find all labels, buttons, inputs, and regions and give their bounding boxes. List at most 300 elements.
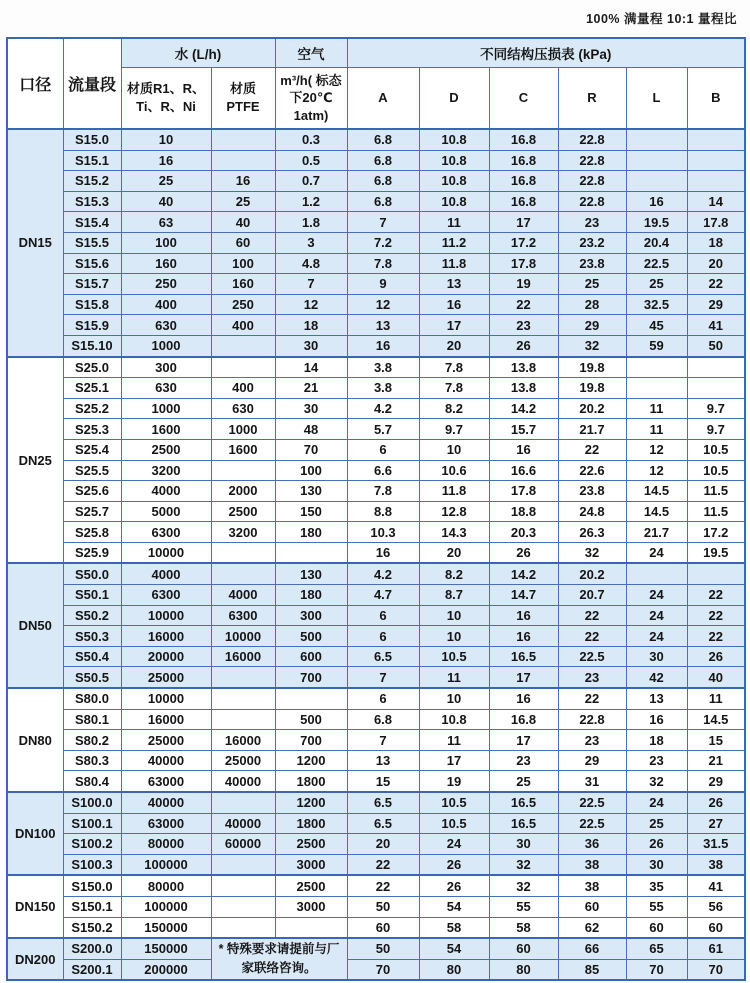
air-cell: 3000 <box>275 896 347 917</box>
diameter-cell-dn15: DN15 <box>7 129 63 357</box>
loss-c-cell: 17 <box>489 730 558 751</box>
flow-seg-cell: S25.2 <box>63 398 121 419</box>
loss-c-cell: 32 <box>489 854 558 875</box>
header-structure-b: B <box>687 68 745 130</box>
loss-c-cell: 16.8 <box>489 191 558 212</box>
loss-a-cell: 6 <box>347 605 419 626</box>
table-row <box>7 212 745 233</box>
water-material2-cell: 2500 <box>211 501 275 522</box>
flow-seg-cell: S25.1 <box>63 378 121 399</box>
loss-r-cell: 22.8 <box>558 191 626 212</box>
loss-b-cell <box>687 150 745 171</box>
flow-seg-cell: S80.2 <box>63 730 121 751</box>
water-material2-cell: 250 <box>211 294 275 315</box>
water-material2-cell <box>211 667 275 688</box>
table-row <box>7 813 745 834</box>
water-material1-cell: 1000 <box>121 398 211 419</box>
loss-d-cell: 11.8 <box>419 253 489 274</box>
loss-d-cell: 10.5 <box>419 646 489 667</box>
spec-table-body <box>7 129 745 980</box>
loss-d-cell: 8.2 <box>419 563 489 584</box>
loss-c-cell: 60 <box>489 938 558 959</box>
water-material2-cell: 25000 <box>211 750 275 771</box>
loss-d-cell: 11 <box>419 730 489 751</box>
table-row <box>7 959 745 980</box>
loss-l-cell <box>626 563 687 584</box>
loss-b-cell: 17.8 <box>687 212 745 233</box>
flow-seg-cell: S15.10 <box>63 335 121 356</box>
loss-r-cell: 62 <box>558 917 626 938</box>
table-row <box>7 315 745 336</box>
loss-r-cell: 24.8 <box>558 501 626 522</box>
loss-a-cell: 4.7 <box>347 585 419 606</box>
air-cell: 1.8 <box>275 212 347 233</box>
loss-r-cell: 23 <box>558 667 626 688</box>
loss-b-cell: 14 <box>687 191 745 212</box>
water-material1-cell: 200000 <box>121 959 211 980</box>
water-material2-cell: 40 <box>211 212 275 233</box>
flow-seg-cell: S25.5 <box>63 460 121 481</box>
flow-seg-cell: S50.4 <box>63 646 121 667</box>
water-material2-cell: 3200 <box>211 522 275 543</box>
air-cell: 600 <box>275 646 347 667</box>
loss-a-cell: 7.8 <box>347 481 419 502</box>
loss-d-cell: 10.8 <box>419 191 489 212</box>
air-cell: 12 <box>275 294 347 315</box>
water-material1-cell: 400 <box>121 294 211 315</box>
water-material1-cell: 160 <box>121 253 211 274</box>
water-material2-cell: 2000 <box>211 481 275 502</box>
water-material2-cell <box>211 792 275 813</box>
water-material2-cell: 160 <box>211 274 275 295</box>
loss-d-cell: 17 <box>419 315 489 336</box>
loss-r-cell: 23.8 <box>558 481 626 502</box>
loss-b-cell <box>687 171 745 192</box>
table-row <box>7 150 745 171</box>
loss-d-cell: 80 <box>419 959 489 980</box>
loss-d-cell: 7.8 <box>419 357 489 378</box>
loss-a-cell: 6.5 <box>347 646 419 667</box>
table-row <box>7 667 745 688</box>
loss-a-cell: 16 <box>347 542 419 563</box>
air-cell: 300 <box>275 605 347 626</box>
loss-l-cell: 59 <box>626 335 687 356</box>
flow-seg-cell: S200.1 <box>63 959 121 980</box>
flow-seg-cell: S15.1 <box>63 150 121 171</box>
loss-l-cell: 18 <box>626 730 687 751</box>
flow-seg-cell: S25.9 <box>63 542 121 563</box>
loss-l-cell: 30 <box>626 854 687 875</box>
air-cell: 2500 <box>275 834 347 855</box>
loss-a-cell: 4.2 <box>347 563 419 584</box>
loss-d-cell: 14.3 <box>419 522 489 543</box>
loss-a-cell: 6.8 <box>347 129 419 150</box>
loss-b-cell: 22 <box>687 585 745 606</box>
loss-c-cell: 16.5 <box>489 646 558 667</box>
table-header <box>7 38 745 129</box>
table-row <box>7 232 745 253</box>
loss-c-cell: 16 <box>489 605 558 626</box>
loss-d-cell: 10.8 <box>419 709 489 730</box>
loss-d-cell: 20 <box>419 335 489 356</box>
water-material2-cell: 6300 <box>211 605 275 626</box>
loss-b-cell <box>687 129 745 150</box>
loss-c-cell: 26 <box>489 335 558 356</box>
loss-l-cell: 24 <box>626 542 687 563</box>
loss-l-cell: 60 <box>626 917 687 938</box>
flow-seg-cell: S15.8 <box>63 294 121 315</box>
loss-b-cell: 41 <box>687 875 745 896</box>
loss-l-cell: 11 <box>626 419 687 440</box>
water-material1-cell: 250 <box>121 274 211 295</box>
diameter-cell-dn25: DN25 <box>7 357 63 564</box>
loss-a-cell: 13 <box>347 750 419 771</box>
flow-seg-cell: S25.0 <box>63 357 121 378</box>
loss-b-cell: 31.5 <box>687 834 745 855</box>
table-row <box>7 542 745 563</box>
loss-r-cell: 23.8 <box>558 253 626 274</box>
table-row <box>7 378 745 399</box>
loss-d-cell: 58 <box>419 917 489 938</box>
loss-d-cell: 13 <box>419 274 489 295</box>
loss-b-cell: 22 <box>687 274 745 295</box>
loss-r-cell: 60 <box>558 896 626 917</box>
loss-d-cell: 10.8 <box>419 171 489 192</box>
loss-r-cell: 32 <box>558 542 626 563</box>
water-material1-cell: 25 <box>121 171 211 192</box>
table-row <box>7 854 745 875</box>
loss-d-cell: 10.5 <box>419 792 489 813</box>
loss-d-cell: 10.6 <box>419 460 489 481</box>
loss-l-cell <box>626 378 687 399</box>
loss-d-cell: 11 <box>419 667 489 688</box>
water-material1-cell: 20000 <box>121 646 211 667</box>
table-row <box>7 730 745 751</box>
water-material2-cell <box>211 129 275 150</box>
flow-seg-cell: S150.1 <box>63 896 121 917</box>
loss-r-cell: 85 <box>558 959 626 980</box>
loss-a-cell: 6.8 <box>347 150 419 171</box>
loss-r-cell: 22 <box>558 439 626 460</box>
table-row <box>7 917 745 938</box>
water-material2-cell: 60 <box>211 232 275 253</box>
water-material2-cell <box>211 150 275 171</box>
table-row <box>7 834 745 855</box>
water-material1-cell: 1000 <box>121 335 211 356</box>
table-row <box>7 585 745 606</box>
loss-a-cell: 22 <box>347 875 419 896</box>
water-material1-cell: 80000 <box>121 834 211 855</box>
loss-c-cell: 17.2 <box>489 232 558 253</box>
loss-a-cell: 6.8 <box>347 171 419 192</box>
loss-b-cell: 9.7 <box>687 398 745 419</box>
flow-seg-cell: S80.0 <box>63 688 121 709</box>
loss-r-cell: 22 <box>558 688 626 709</box>
loss-a-cell: 70 <box>347 959 419 980</box>
flow-seg-cell: S150.2 <box>63 917 121 938</box>
loss-c-cell: 16 <box>489 439 558 460</box>
loss-a-cell: 6.8 <box>347 191 419 212</box>
air-cell: 0.5 <box>275 150 347 171</box>
loss-d-cell: 10 <box>419 439 489 460</box>
header-structure-r: R <box>558 68 626 130</box>
flow-seg-cell: S25.8 <box>63 522 121 543</box>
loss-d-cell: 26 <box>419 875 489 896</box>
table-row <box>7 398 745 419</box>
water-material1-cell: 630 <box>121 378 211 399</box>
water-material1-cell: 16000 <box>121 709 211 730</box>
water-material1-cell: 2500 <box>121 439 211 460</box>
loss-c-cell: 16.8 <box>489 150 558 171</box>
loss-d-cell: 10 <box>419 605 489 626</box>
water-material2-cell: 100 <box>211 253 275 274</box>
water-material2-cell: 60000 <box>211 834 275 855</box>
water-material2-cell: 10000 <box>211 626 275 647</box>
loss-c-cell: 16.6 <box>489 460 558 481</box>
air-cell <box>275 542 347 563</box>
loss-l-cell: 16 <box>626 191 687 212</box>
loss-a-cell: 16 <box>347 335 419 356</box>
air-cell: 4.8 <box>275 253 347 274</box>
water-material2-cell <box>211 335 275 356</box>
loss-r-cell: 22.5 <box>558 646 626 667</box>
loss-l-cell: 22.5 <box>626 253 687 274</box>
loss-d-cell: 54 <box>419 938 489 959</box>
loss-c-cell: 23 <box>489 315 558 336</box>
loss-r-cell: 22.8 <box>558 709 626 730</box>
water-material1-cell: 63000 <box>121 813 211 834</box>
flow-seg-cell: S50.5 <box>63 667 121 688</box>
loss-d-cell: 10 <box>419 626 489 647</box>
loss-r-cell: 32 <box>558 335 626 356</box>
water-material1-cell: 16000 <box>121 626 211 647</box>
table-row <box>7 938 745 959</box>
diameter-cell-dn150: DN150 <box>7 875 63 938</box>
loss-r-cell: 66 <box>558 938 626 959</box>
water-material2-cell: 1000 <box>211 419 275 440</box>
loss-b-cell: 10.5 <box>687 439 745 460</box>
loss-l-cell: 24 <box>626 792 687 813</box>
table-row <box>7 522 745 543</box>
loss-l-cell: 12 <box>626 460 687 481</box>
loss-l-cell: 55 <box>626 896 687 917</box>
water-material1-cell: 40 <box>121 191 211 212</box>
loss-d-cell: 10.8 <box>419 129 489 150</box>
water-material2-cell <box>211 709 275 730</box>
flow-seg-cell: S15.3 <box>63 191 121 212</box>
air-cell: 180 <box>275 585 347 606</box>
loss-r-cell: 38 <box>558 875 626 896</box>
loss-a-cell: 6 <box>347 688 419 709</box>
water-material1-cell: 100000 <box>121 854 211 875</box>
water-material2-cell <box>211 357 275 378</box>
loss-a-cell: 50 <box>347 938 419 959</box>
loss-d-cell: 10.5 <box>419 813 489 834</box>
loss-c-cell: 32 <box>489 875 558 896</box>
air-cell <box>275 917 347 938</box>
flow-seg-cell: S100.3 <box>63 854 121 875</box>
spec-table <box>6 37 746 981</box>
loss-l-cell: 35 <box>626 875 687 896</box>
air-cell: 1200 <box>275 750 347 771</box>
range-note: 100% 满量程 10:1 量程比 <box>586 12 737 26</box>
loss-r-cell: 26.3 <box>558 522 626 543</box>
header-structure-l: L <box>626 68 687 130</box>
water-material2-cell <box>211 688 275 709</box>
water-material2-cell: 40000 <box>211 813 275 834</box>
loss-l-cell: 32.5 <box>626 294 687 315</box>
loss-l-cell: 26 <box>626 834 687 855</box>
loss-b-cell: 10.5 <box>687 460 745 481</box>
flow-seg-cell: S50.1 <box>63 585 121 606</box>
loss-r-cell: 22.5 <box>558 813 626 834</box>
loss-d-cell: 9.7 <box>419 419 489 440</box>
loss-a-cell: 6.8 <box>347 709 419 730</box>
loss-l-cell: 24 <box>626 626 687 647</box>
loss-a-cell: 7 <box>347 212 419 233</box>
loss-c-cell: 13.8 <box>489 357 558 378</box>
loss-b-cell: 27 <box>687 813 745 834</box>
flow-seg-cell: S200.0 <box>63 938 121 959</box>
loss-c-cell: 16 <box>489 688 558 709</box>
loss-c-cell: 23 <box>489 750 558 771</box>
loss-c-cell: 14.2 <box>489 563 558 584</box>
loss-d-cell: 7.8 <box>419 378 489 399</box>
loss-r-cell: 22.8 <box>558 129 626 150</box>
loss-r-cell: 22 <box>558 605 626 626</box>
loss-b-cell: 40 <box>687 667 745 688</box>
air-cell: 130 <box>275 481 347 502</box>
loss-r-cell: 23 <box>558 212 626 233</box>
loss-b-cell: 29 <box>687 771 745 792</box>
loss-a-cell: 3.8 <box>347 378 419 399</box>
flow-seg-cell: S80.1 <box>63 709 121 730</box>
water-material1-cell: 4000 <box>121 563 211 584</box>
loss-l-cell: 20.4 <box>626 232 687 253</box>
loss-r-cell: 29 <box>558 750 626 771</box>
air-cell: 7 <box>275 274 347 295</box>
loss-b-cell: 26 <box>687 792 745 813</box>
header-structure-c: C <box>489 68 558 130</box>
loss-c-cell: 15.7 <box>489 419 558 440</box>
loss-r-cell: 28 <box>558 294 626 315</box>
loss-a-cell: 6 <box>347 626 419 647</box>
loss-b-cell: 20 <box>687 253 745 274</box>
diameter-cell-dn200: DN200 <box>7 938 63 980</box>
water-material2-cell <box>211 917 275 938</box>
loss-r-cell: 20.2 <box>558 563 626 584</box>
air-cell: 2500 <box>275 875 347 896</box>
loss-a-cell: 5.7 <box>347 419 419 440</box>
loss-a-cell: 9 <box>347 274 419 295</box>
flow-seg-cell: S150.0 <box>63 875 121 896</box>
loss-r-cell: 38 <box>558 854 626 875</box>
water-material1-cell: 40000 <box>121 792 211 813</box>
loss-b-cell: 38 <box>687 854 745 875</box>
loss-c-cell: 16.8 <box>489 709 558 730</box>
loss-a-cell: 6.5 <box>347 792 419 813</box>
air-cell: 70 <box>275 439 347 460</box>
loss-l-cell: 24 <box>626 605 687 626</box>
loss-a-cell: 50 <box>347 896 419 917</box>
table-row <box>7 605 745 626</box>
table-row <box>7 688 745 709</box>
table-row <box>7 750 745 771</box>
loss-d-cell: 10.8 <box>419 150 489 171</box>
flow-seg-cell: S15.4 <box>63 212 121 233</box>
table-row <box>7 419 745 440</box>
loss-b-cell: 60 <box>687 917 745 938</box>
water-material2-cell: 40000 <box>211 771 275 792</box>
loss-c-cell: 25 <box>489 771 558 792</box>
air-cell: 0.7 <box>275 171 347 192</box>
water-material1-cell: 25000 <box>121 730 211 751</box>
loss-l-cell: 14.5 <box>626 501 687 522</box>
table-row <box>7 771 745 792</box>
loss-a-cell: 20 <box>347 834 419 855</box>
table-row <box>7 481 745 502</box>
loss-r-cell: 22.6 <box>558 460 626 481</box>
air-cell: 1800 <box>275 813 347 834</box>
header-pressure-loss-group: 不同结构压损表 (kPa) <box>347 38 745 68</box>
loss-c-cell: 19 <box>489 274 558 295</box>
loss-b-cell: 29 <box>687 294 745 315</box>
loss-b-cell: 19.5 <box>687 542 745 563</box>
header-water-material-1: 材质R1、R、Ti、R、Ni <box>121 68 211 130</box>
water-material1-cell: 3200 <box>121 460 211 481</box>
water-material2-cell: 4000 <box>211 585 275 606</box>
loss-b-cell: 22 <box>687 605 745 626</box>
water-material2-cell <box>211 854 275 875</box>
loss-d-cell: 11.8 <box>419 481 489 502</box>
table-row <box>7 563 745 584</box>
loss-c-cell: 20.3 <box>489 522 558 543</box>
loss-c-cell: 16 <box>489 626 558 647</box>
water-material2-cell: 400 <box>211 315 275 336</box>
loss-b-cell: 70 <box>687 959 745 980</box>
air-cell: 150 <box>275 501 347 522</box>
loss-d-cell: 20 <box>419 542 489 563</box>
water-material1-cell: 25000 <box>121 667 211 688</box>
loss-b-cell: 11.5 <box>687 481 745 502</box>
loss-a-cell: 7.2 <box>347 232 419 253</box>
air-cell: 48 <box>275 419 347 440</box>
loss-a-cell: 7 <box>347 667 419 688</box>
loss-a-cell: 8.8 <box>347 501 419 522</box>
flow-seg-cell: S80.3 <box>63 750 121 771</box>
air-cell: 3 <box>275 232 347 253</box>
table-row <box>7 253 745 274</box>
loss-l-cell: 25 <box>626 813 687 834</box>
table-row <box>7 191 745 212</box>
table-row <box>7 875 745 896</box>
header-structure-d: D <box>419 68 489 130</box>
air-cell: 130 <box>275 563 347 584</box>
water-material2-cell: 16 <box>211 171 275 192</box>
flow-seg-cell: S15.5 <box>63 232 121 253</box>
water-material2-cell <box>211 875 275 896</box>
water-material1-cell: 150000 <box>121 938 211 959</box>
water-material2-cell: 400 <box>211 378 275 399</box>
flow-seg-cell: S50.3 <box>63 626 121 647</box>
loss-l-cell: 13 <box>626 688 687 709</box>
loss-a-cell: 15 <box>347 771 419 792</box>
water-material2-cell <box>211 563 275 584</box>
loss-b-cell <box>687 563 745 584</box>
air-cell <box>275 688 347 709</box>
water-material2-cell: 25 <box>211 191 275 212</box>
diameter-cell-dn100: DN100 <box>7 792 63 875</box>
